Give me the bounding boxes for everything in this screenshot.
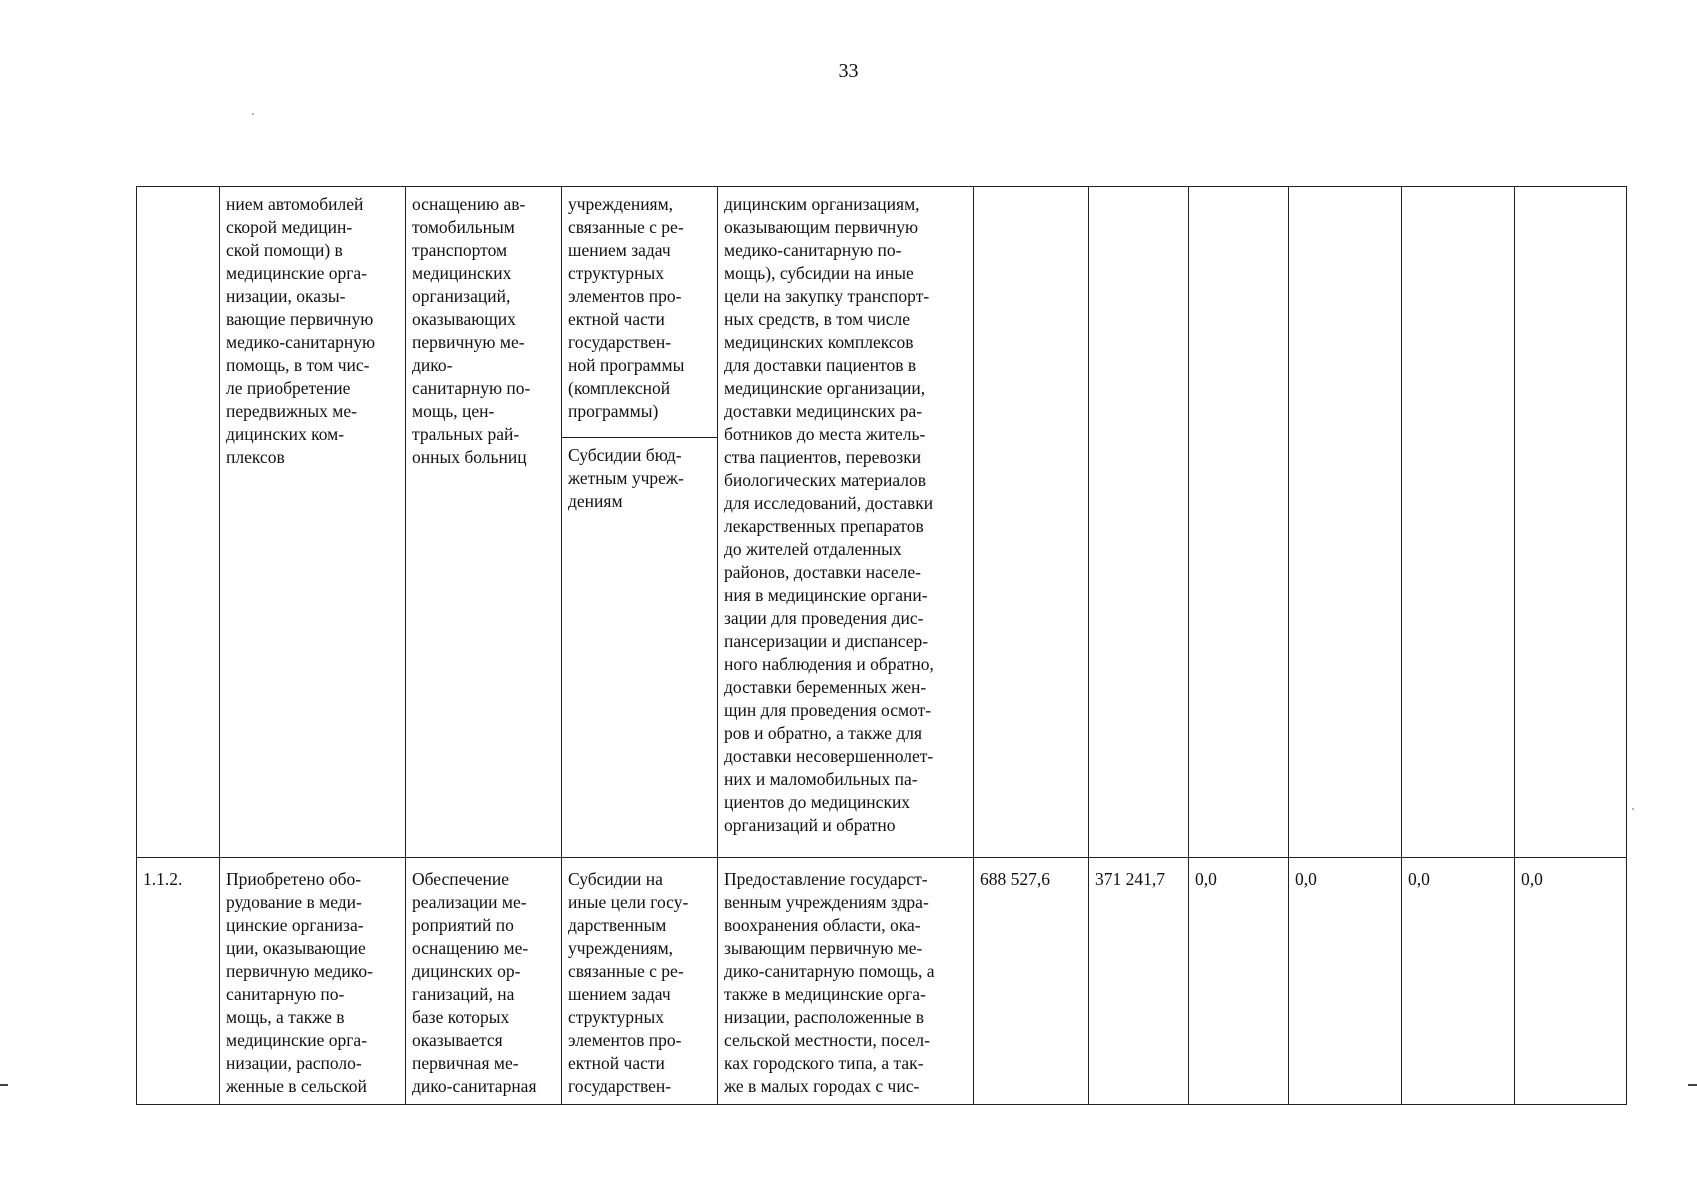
task-cell: Обеспечение реализации ме- роприятий по оснащению ме- дицинских ор- ганизаций, на базе которых оказывается первичная ме- дико-санитарная bbox=[406, 858, 562, 1105]
scan-speck bbox=[1632, 808, 1634, 810]
budget-table bbox=[136, 186, 1627, 1105]
scan-speck bbox=[252, 113, 254, 115]
description-cell: дицинским организациям, оказывающим первичную медико-санитарную по- мощь), субсидии на иные цели на закупку транспорт- ных средств, в том числе медицинских комплексов для доставки пациентов в медицинские организации, доставки медицинских ра- ботников до места житель- ства пациентов, перевозки биологических материалов для исследований, доставки лекарственных препаратов до жителей отдаленных районов, доставки населе- ния в медицинские органи- зации для проведения дис- пансеризации и диспансер- ного наблюдения и обратно, доставки беременных жен- щин для проведения осмот- ров и обратно, а также для доставки несовершеннолет- них и маломобильных па- циентов до медицинских организаций и обратно bbox=[718, 187, 974, 858]
funding-type-cell: учреждениям, связанные с ре- шением задач структурных элементов про- ектной части государствен- ной программы (комплексной программы) bbox=[562, 187, 718, 438]
table-row bbox=[137, 187, 1627, 438]
scan-mark bbox=[0, 1084, 8, 1086]
page-number: 33 bbox=[838, 60, 859, 82]
value-cell: 688 527,6 bbox=[974, 858, 1089, 1105]
result-cell: Приобретено обо- рудование в меди- цинские организа- ции, оказывающие первичную медико- санитарную по- мощь, а также в медицинские орга- низации, располо- женные в сельской bbox=[220, 858, 406, 1105]
task-cell: оснащению ав- томобильным транспортом медицинских организаций, оказывающих первичную ме- дико- санитарную по- мощь, цен- тральных рай- онных больниц bbox=[406, 187, 562, 858]
table-row bbox=[137, 858, 1627, 1105]
description-cell: Предоставление государст- венным учреждениям здра- воохранения области, ока- зывающим первичную ме- дико-санитарную помощь, а также в медицинские орга- низации, расположенные в сельской местности, посел- ках городского типа, а так- же в малых городах с чис- bbox=[718, 858, 974, 1105]
scan-mark bbox=[1688, 1084, 1697, 1086]
row-number-cell bbox=[137, 187, 220, 858]
value-cell bbox=[1515, 187, 1627, 858]
value-cell: 0,0 bbox=[1515, 858, 1627, 1105]
value-cell bbox=[1189, 187, 1289, 858]
value-cell bbox=[974, 187, 1089, 858]
value-cell bbox=[1089, 187, 1189, 858]
funding-type-cell: Субсидии бюд- жетным учреж- дениям bbox=[562, 438, 718, 858]
value-cell bbox=[1402, 187, 1515, 858]
value-cell: 0,0 bbox=[1189, 858, 1289, 1105]
funding-type-cell: Субсидии на иные цели госу- дарственным учреждениям, связанные с ре- шением задач структурных элементов про- ектной части государствен- bbox=[562, 858, 718, 1105]
value-cell: 0,0 bbox=[1289, 858, 1402, 1105]
value-cell bbox=[1289, 187, 1402, 858]
value-cell: 371 241,7 bbox=[1089, 858, 1189, 1105]
value-cell: 0,0 bbox=[1402, 858, 1515, 1105]
row-number-cell: 1.1.2. bbox=[137, 858, 220, 1105]
result-cell: нием автомобилей скорой медицин- ской помощи) в медицинские орга- низации, оказы- вающие первичную медико-санитарную помощь, в том чис- ле приобретение передвижных ме- дицинских ком- плексов bbox=[220, 187, 406, 858]
